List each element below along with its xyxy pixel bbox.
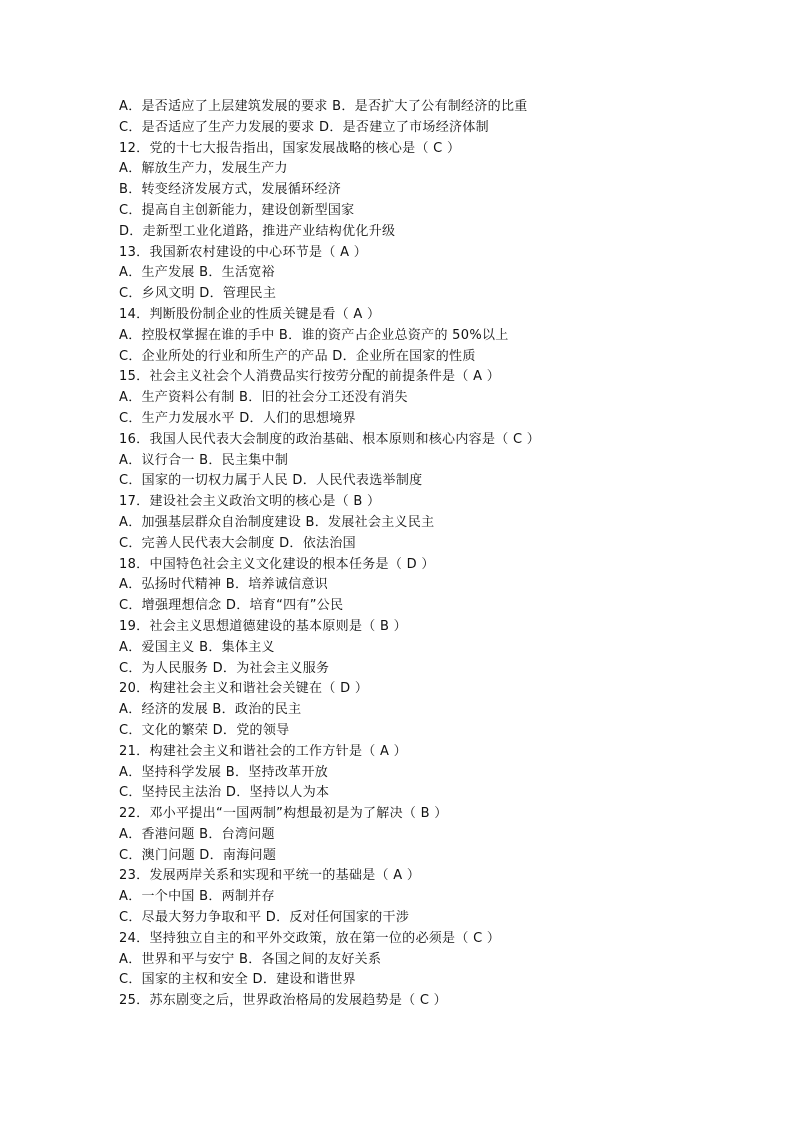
option-line: C．完善人民代表大会制度 D．依法治国: [119, 535, 356, 551]
question-line: 21．构建社会主义和谐社会的工作方针是（ A ）: [119, 743, 407, 759]
question-line: 22．邓小平提出“一国两制”构想最初是为了解决（ B ）: [119, 806, 448, 822]
question-line: 24．坚持独立自主的和平外交政策，放在第一位的必须是（ C ）: [119, 930, 501, 946]
option-line: C．文化的繁荣 D．党的领导: [119, 722, 290, 738]
option-line: A．一个中国 B．两制并存: [119, 889, 275, 905]
option-line: A．坚持科学发展 B．坚持改革开放: [119, 764, 329, 780]
option-line: A．香港问题 B．台湾问题: [119, 826, 275, 842]
question-line: 19．社会主义思想道德建设的基本原则是（ B ）: [119, 618, 407, 634]
option-line: C．提高自主创新能力，建设创新型国家: [119, 202, 355, 218]
option-line: C．澳门问题 D．南海问题: [119, 847, 277, 863]
question-line: 13．我国新农村建设的中心环节是（ A ）: [119, 244, 367, 260]
option-line: A．生产发展 B．生活宽裕: [119, 265, 275, 281]
option-line: A．世界和平与安宁 B．各国之间的友好关系: [119, 951, 382, 967]
question-line: 12．党的十七大报告指出，国家发展战略的核心是（ C ）: [119, 140, 461, 156]
question-line: 18．中国特色社会主义文化建设的根本任务是（ D ）: [119, 556, 435, 572]
option-line: A．爱国主义 B．集体主义: [119, 639, 275, 655]
option-line: C．为人民服务 D．为社会主义服务: [119, 660, 330, 676]
option-line: C．生产力发展水平 D．人们的思想境界: [119, 410, 356, 426]
question-line: 20．构建社会主义和谐社会关键在（ D ）: [119, 681, 369, 697]
option-line: A．加强基层群众自治制度建设 B．发展社会主义民主: [119, 514, 435, 530]
question-line: 16．我国人民代表大会制度的政治基础、根本原则和核心内容是（ C ）: [119, 431, 541, 447]
question-list: [119, 97, 679, 1012]
option-line: B．转变经济发展方式，发展循环经济: [119, 182, 342, 198]
option-line: C．尽最大努力争取和平 D．反对任何国家的干涉: [119, 910, 410, 926]
question-line: 23．发展两岸关系和实现和平统一的基础是（ A ）: [119, 868, 421, 884]
option-line: A．经济的发展 B．政治的民主: [119, 702, 302, 718]
option-line: A．控股权掌握在谁的手中 B．谁的资产占企业总资产的 50%以上: [119, 327, 509, 343]
option-line: C．企业所处的行业和所生产的产品 D．企业所在国家的性质: [119, 348, 476, 364]
option-line: C．国家的主权和安全 D．建设和谐世界: [119, 972, 356, 988]
question-line: 15．社会主义社会个人消费品实行按劳分配的前提条件是（ A ）: [119, 369, 500, 385]
option-line: C．乡风文明 D．管理民主: [119, 286, 277, 302]
option-line: A．解放生产力，发展生产力: [119, 161, 288, 177]
option-line: A．议行合一 B．民主集中制: [119, 452, 289, 468]
question-line: 25．苏东剧变之后，世界政治格局的发展趋势是（ C ）: [119, 993, 447, 1009]
option-line: C．增强理想信念 D．培育“四有”公民: [119, 598, 344, 614]
option-line: A．生产资料公有制 B．旧的社会分工还没有消失: [119, 390, 408, 406]
question-line: 14．判断股份制企业的性质关键是看（ A ）: [119, 306, 381, 322]
option-line: D．走新型工业化道路，推进产业结构优化升级: [119, 223, 396, 239]
option-line: A．弘扬时代精神 B．培养诚信意识: [119, 577, 329, 593]
option-line: C．国家的一切权力属于人民 D．人民代表选举制度: [119, 473, 423, 489]
text-line: C．是否适应了生产力发展的要求 D．是否建立了市场经济体制: [119, 119, 489, 135]
question-line: 17．建设社会主义政治文明的核心是（ B ）: [119, 494, 381, 510]
option-line: C．坚持民主法治 D．坚持以人为本: [119, 785, 330, 801]
text-line: A．是否适应了上层建筑发展的要求 B．是否扩大了公有制经济的比重: [119, 99, 528, 114]
